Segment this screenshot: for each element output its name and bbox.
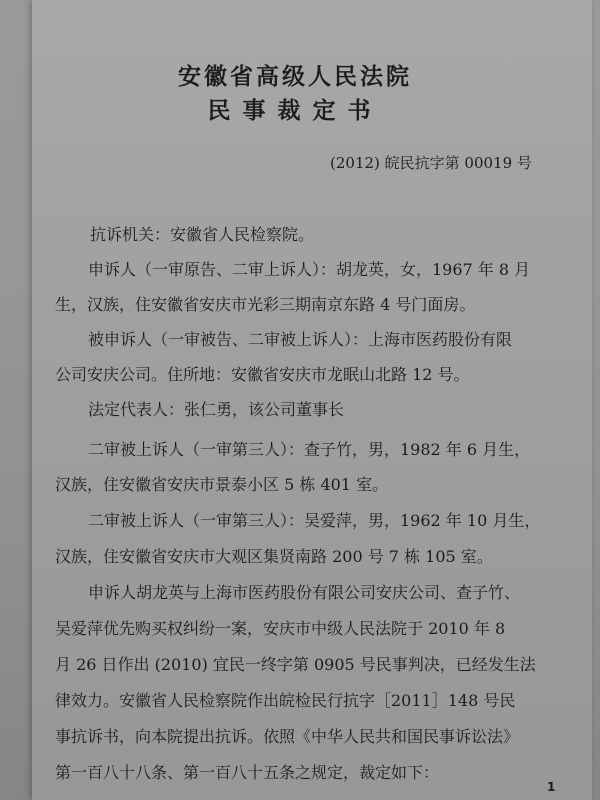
page-number: 1 xyxy=(547,780,556,794)
text-line: 申诉人胡龙英与上海市医药股份有限公司安庆公司、查子竹、 xyxy=(88,583,521,602)
text-line: 生，汉族，住安徽省安庆市光彩三期南京东路 4 号门面房。 xyxy=(55,295,476,314)
text-line: 公司安庆公司。住所地：安徽省安庆市龙眠山北路 12 号。 xyxy=(55,365,470,384)
text-line: 月 26 日作出 (2010) 宜民一终字第 0905 号民事判决，已经发生法 xyxy=(55,655,536,674)
text-line: 汉族，住安徽省安庆市大观区集贤南路 200 号 7 栋 105 室。 xyxy=(55,547,493,566)
document-title: 安徽省高级人民法院 xyxy=(178,64,412,90)
text-line: 抗诉机关：安徽省人民检察院。 xyxy=(90,225,315,244)
text-line: 吴爱萍优先购买权纠纷一案，安庆市中级人民法院于 2010 年 8 xyxy=(55,619,506,638)
document-subtitle: 民事裁定书 xyxy=(207,98,383,124)
text-line: 二审被上诉人（一审第三人）：吴爱萍，男，1962 年 10 月生， xyxy=(88,511,541,530)
text-line: 法定代表人：张仁勇，该公司董事长 xyxy=(88,400,345,419)
text-line: 被申诉人（一审被告、二审被上诉人）：上海市医药股份有限 xyxy=(88,330,513,349)
text-line: 第一百八十八条、第一百八十五条之规定，裁定如下： xyxy=(55,763,440,782)
case-number: (2012) 皖民抗字第 00019 号 xyxy=(330,154,532,172)
text-line: 申诉人（一审原告、二审上诉人）：胡龙英，女，1967 年 8 月 xyxy=(88,260,531,279)
text-line: 律效力。安徽省人民检察院作出皖检民行抗字［2011］148 号民 xyxy=(55,691,516,710)
text-line: 事抗诉书，向本院提出抗诉。依照《中华人民共和国民事诉讼法》 xyxy=(55,727,520,746)
text-line: 二审被上诉人（一审第三人）：查子竹，男，1982 年 6 月生， xyxy=(88,440,531,459)
text-line: 汉族，住安徽省安庆市景泰小区 5 栋 401 室。 xyxy=(55,475,389,494)
